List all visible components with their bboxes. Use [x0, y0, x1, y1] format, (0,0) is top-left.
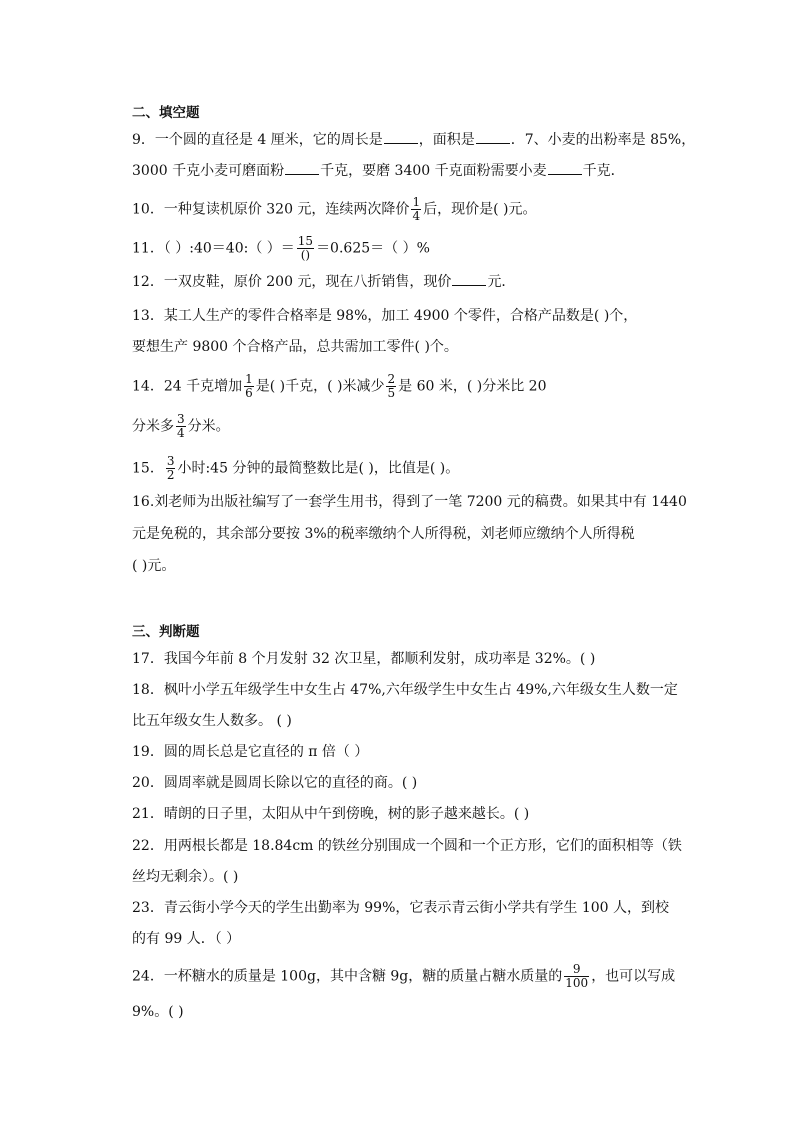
question-18-line-2: 比五年级女生人数多。 ( ) — [132, 713, 292, 729]
answer-blank[interactable] — [452, 273, 486, 286]
question-12: 12．一双皮鞋，原价 200 元，现在八折销售，现价 元． — [132, 274, 516, 290]
fraction: $\frac{3}{4}$ — [177, 412, 185, 440]
fraction: $\frac{15}{()}$ — [297, 234, 314, 262]
question-17: 17．我国今年前 8 个月发射 32 次卫星，都顺利发射，成功率是 32%。( ) — [132, 651, 596, 667]
question-16-line-1: 16.刘老师为出版社编写了一套学生用书，得到了一笔 7200 元的稿费。如果其中有 1440 — [132, 494, 687, 510]
question-15: 15． $\frac{3}{2}$ 小时:45 分钟的最简整数比是( )，比值是( )。 — [132, 454, 460, 482]
fraction: $\frac{1}{4}$ — [412, 195, 421, 223]
question-14-line-1: 14．24 千克增加 $\frac{1}{6}$ 是( )千克，( )米减少 $\frac{2}{5}$ 是 60 米，( )分米比 20 — [132, 372, 547, 400]
fraction: $\frac{3}{2}$ — [166, 454, 175, 482]
question-24-line-1: 24．一杯糖水的质量是 100g，其中含糖 9g，糖的质量占糖水质量的 $\frac{9}{100}$ ，也可以写成 — [132, 962, 676, 990]
question-14-line-2: 分米多 $\frac{3}{4}$ 分米。 — [132, 412, 230, 440]
question-16-line-2: 元是免税的，其余部分要按 3%的税率缴纳个人所得税，刘老师应缴纳个人所得税 — [132, 526, 635, 542]
question-9-line-2: 3000 千克小麦可磨面粉 千克，要磨 3400 千克面粉需要小麦 千克． — [132, 163, 625, 179]
question-19: 19．圆的周长总是它直径的 π 倍（ ） — [132, 744, 369, 760]
question-13-line-1: 13．某工人生产的零件合格率是 98%，加工 4900 个零件，合格产品数是( )个， — [132, 308, 638, 324]
question-9-line-1: 9．一个圆的直径是 4 厘米，它的周长是 ，面积是 ．7、小麦的出粉率是 85%， — [132, 132, 696, 148]
answer-blank[interactable] — [384, 131, 418, 144]
section-title-fill-in: 二、填空题 — [132, 105, 200, 121]
question-24-line-2: 9%。( ) — [132, 1004, 184, 1020]
question-22-line-2: 丝均无剩余）。( ) — [132, 869, 239, 885]
question-20: 20．圆周率就是圆周长除以它的直径的商。( ) — [132, 775, 418, 791]
question-21: 21．晴朗的日子里，太阳从中午到傍晚，树的影子越来越长。( ) — [132, 806, 530, 822]
fraction: $\frac{9}{100}$ — [565, 962, 589, 990]
question-16-line-3: ( )元。 — [132, 558, 176, 574]
answer-blank[interactable] — [285, 162, 319, 175]
question-23-line-2: 的有 99 人．（ ） — [132, 931, 241, 947]
question-11: 11．（ ）:40＝40:（ ）＝ $\frac{15}{()}$ ＝0.625＝（ ）% — [132, 234, 430, 262]
question-18-line-1: 18．枫叶小学五年级学生中女生占 47%,六年级学生中女生占 49%,六年级女生人数一定 — [132, 682, 678, 698]
answer-blank[interactable] — [548, 162, 582, 175]
answer-blank[interactable] — [476, 131, 510, 144]
fraction: $\frac{2}{5}$ — [387, 372, 396, 400]
question-22-line-1: 22．用两根长都是 18.84cm 的铁丝分别围成一个圆和一个正方形，它们的面积相等（铁 — [132, 838, 682, 854]
fraction: $\frac{1}{6}$ — [245, 372, 253, 400]
question-10: 10．一种复读机原价 320 元，连续两次降价 $\frac{1}{4}$ 后，现价是( )元。 — [132, 195, 537, 223]
question-13-line-2: 要想生产 9800 个合格产品，总共需加工零件( )个。 — [132, 339, 458, 355]
question-23-line-1: 23．青云街小学今天的学生出勤率为 99%，它表示青云街小学共有学生 100 人，到校 — [132, 900, 670, 916]
section-title-true-false: 三、判断题 — [132, 624, 200, 640]
